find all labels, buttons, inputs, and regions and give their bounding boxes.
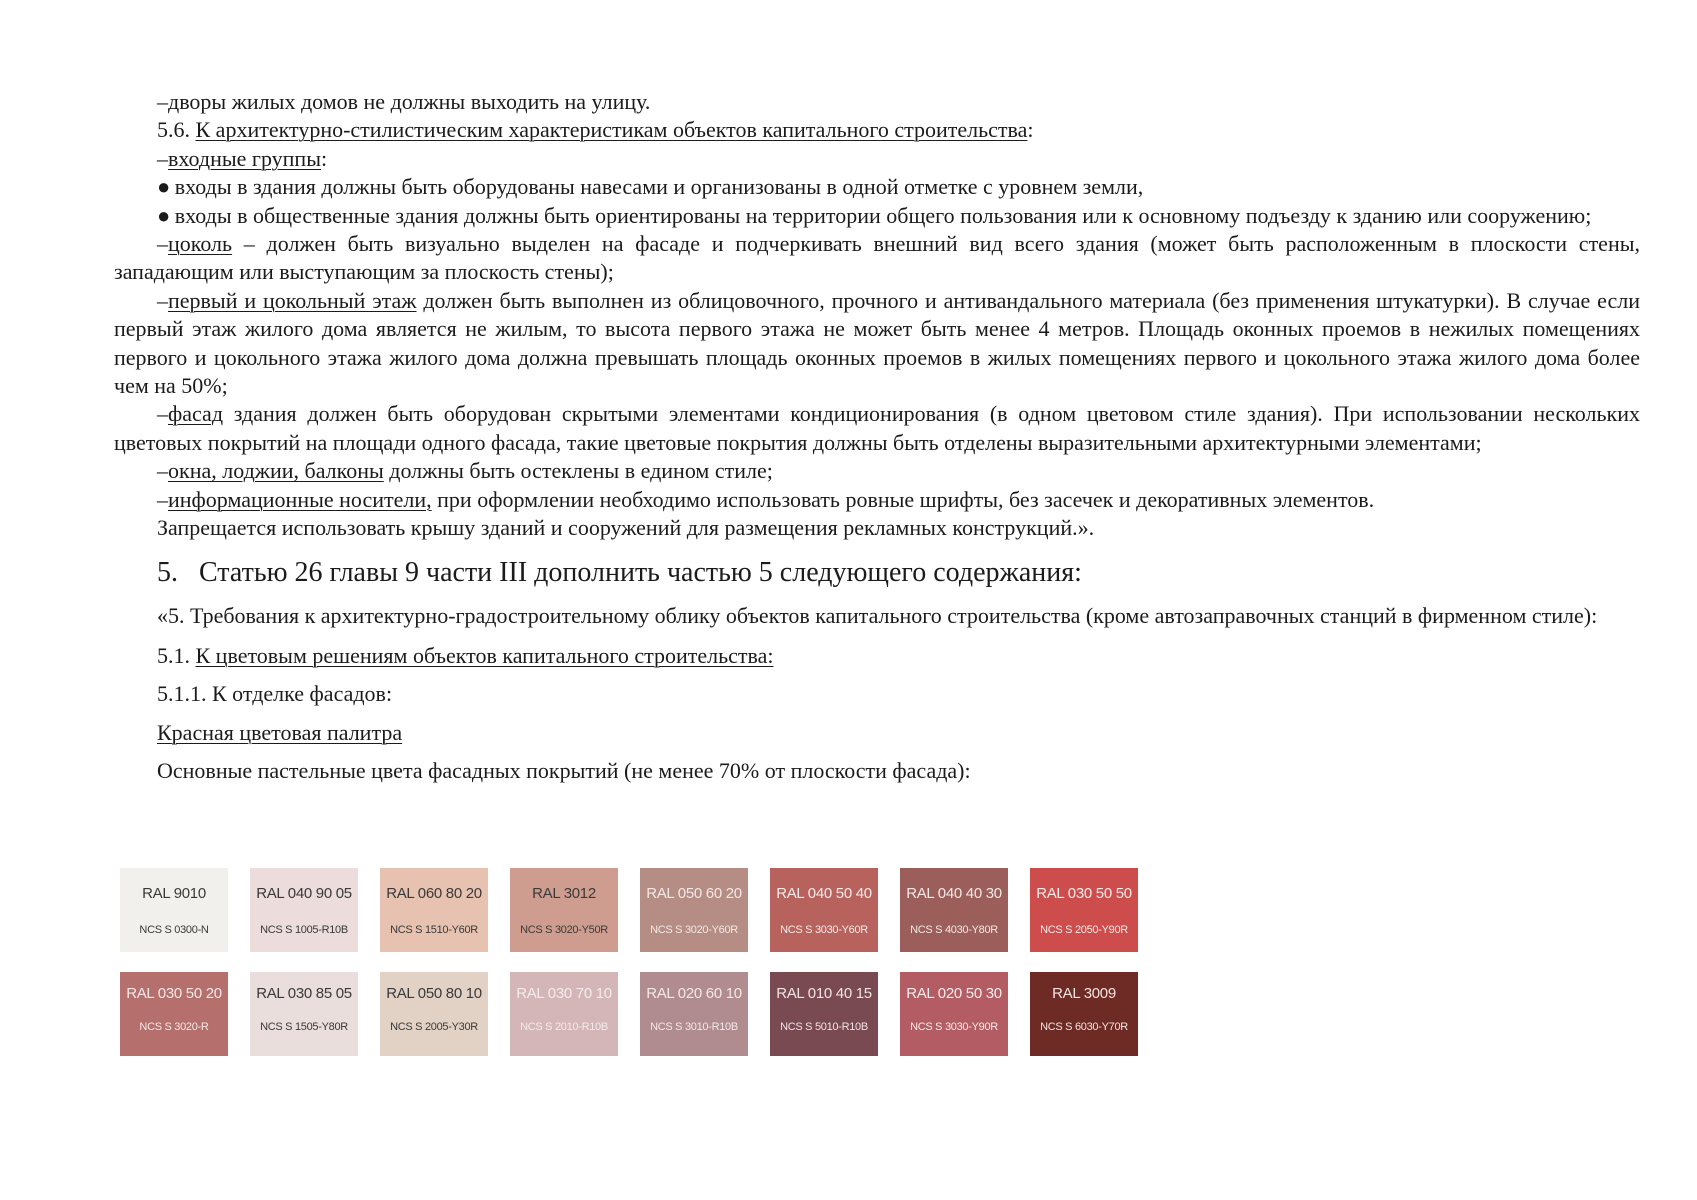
ncs-code: NCS S 6030-Y70R bbox=[1040, 1021, 1128, 1033]
clause-number: 5.6. bbox=[157, 117, 196, 143]
color-swatch bbox=[120, 868, 228, 952]
section-heading bbox=[157, 556, 1640, 590]
dash: – bbox=[157, 401, 168, 427]
ral-code: RAL 030 50 50 bbox=[1036, 885, 1132, 902]
ral-code: RAL 030 70 10 bbox=[516, 985, 612, 1002]
item-term: цоколь bbox=[168, 231, 233, 257]
dash: – bbox=[157, 231, 168, 257]
item-windows bbox=[114, 457, 1640, 485]
color-swatch bbox=[380, 868, 488, 952]
color-swatch bbox=[120, 972, 228, 1056]
paragraph-requirements: «5. Требования к архитектурно-градостроительному облику объектов капитального строительства (кроме автозаправочных станций в фирменном стиле): bbox=[157, 602, 1598, 628]
ncs-code: NCS S 0300-N bbox=[139, 924, 209, 936]
ral-code: RAL 040 90 05 bbox=[256, 885, 352, 902]
ral-code: RAL 3012 bbox=[532, 885, 596, 902]
paragraph-roof: Запрещается использовать крышу зданий и сооружений для размещения рекламных конструкций.». bbox=[157, 515, 1095, 541]
item-text: здания должен быть оборудован скрытыми элементами кондиционирования (в одном цветовом стиле здания). При использовании нескольких цветовых покрытий на площади одного фасада, такие цветовые покрытия должны быть отделены выразительными архитектурными элементами; bbox=[114, 401, 1640, 455]
palette-title-text: Красная цветовая палитра bbox=[157, 719, 403, 745]
ral-code: RAL 040 40 30 bbox=[906, 885, 1002, 902]
color-swatch bbox=[900, 868, 1008, 952]
ral-code: RAL 3009 bbox=[1052, 985, 1116, 1002]
ncs-code: NCS S 3020-Y60R bbox=[650, 924, 738, 936]
dash: – bbox=[157, 287, 168, 313]
item-entrance-groups bbox=[114, 145, 1640, 173]
ncs-code: NCS S 2050-Y90R bbox=[1040, 924, 1128, 936]
palette-description: Основные пастельные цвета фасадных покрытий (не менее 70% от плоскости фасада): bbox=[157, 758, 971, 784]
ral-code: RAL 060 80 20 bbox=[386, 885, 482, 902]
ral-code: RAL 020 50 30 bbox=[906, 985, 1002, 1002]
color-swatch bbox=[770, 972, 878, 1056]
bullet-text: входы в здания должны быть оборудованы навесами и организованы в одной отметке с уровнем земли, bbox=[174, 174, 1144, 200]
bullet-icon: ● bbox=[157, 174, 175, 200]
ncs-code: NCS S 3010-R10B bbox=[650, 1021, 738, 1033]
color-swatch bbox=[510, 868, 618, 952]
ral-code: RAL 010 40 15 bbox=[776, 985, 872, 1002]
color-swatch bbox=[250, 868, 358, 952]
heading-number: 5. bbox=[157, 556, 178, 588]
palette-title bbox=[114, 719, 1640, 747]
item-text: – должен быть визуально выделен на фасаде и подчеркивать внешний вид всего здания (может быть расположенным в плоскости стены, западающим или выступающим за плоскость стены); bbox=[114, 231, 1640, 285]
clause-colon: : bbox=[1027, 117, 1034, 143]
color-swatch bbox=[1030, 868, 1138, 952]
bullet-text: входы в общественные здания должны быть ориентированы на территории общего пользования или к основному подъезду к зданию или сооружению; bbox=[174, 202, 1592, 228]
item-colon: : bbox=[321, 145, 328, 171]
ncs-code: NCS S 1005-R10B bbox=[260, 924, 348, 936]
bullet-public-entrances bbox=[114, 202, 1640, 230]
paragraph-5-1 bbox=[114, 642, 1640, 670]
ncs-code: NCS S 3030-Y90R bbox=[910, 1021, 998, 1033]
dash: – bbox=[157, 458, 168, 484]
item-info-carriers bbox=[114, 486, 1640, 514]
item-text: должны быть остеклены в едином стиле; bbox=[383, 458, 773, 484]
ncs-code: NCS S 3030-Y60R bbox=[780, 924, 868, 936]
color-swatch bbox=[640, 868, 748, 952]
ncs-code: NCS S 4030-Y80R bbox=[910, 924, 998, 936]
ncs-code: NCS S 5010-R10B bbox=[780, 1021, 868, 1033]
item-term: информационные носители, bbox=[168, 486, 432, 512]
ral-code: RAL 050 60 20 bbox=[646, 885, 742, 902]
ncs-code: NCS S 2010-R10B bbox=[520, 1021, 608, 1033]
heading-text: Статью 26 главы 9 части III дополнить частью 5 следующего содержания: bbox=[199, 556, 1082, 588]
item-term: первый и цокольный этаж bbox=[168, 287, 417, 313]
clause-title: К цветовым решениям объектов капитального строительства: bbox=[195, 642, 774, 668]
item-term: входные группы bbox=[168, 145, 321, 171]
ncs-code: NCS S 3020-R bbox=[139, 1021, 209, 1033]
color-swatch bbox=[250, 972, 358, 1056]
bullet-icon: ● bbox=[157, 202, 175, 228]
color-swatch bbox=[640, 972, 748, 1056]
bullet-entrances bbox=[114, 173, 1640, 201]
color-swatch bbox=[380, 972, 488, 1056]
item-first-floor bbox=[114, 287, 1640, 401]
document-body bbox=[114, 88, 1640, 786]
item-term: окна, лоджии, балконы bbox=[168, 458, 384, 484]
dash: – bbox=[157, 486, 168, 512]
ncs-code: NCS S 3020-Y50R bbox=[520, 924, 608, 936]
paragraph-5-6 bbox=[114, 116, 1640, 144]
item-plinth bbox=[114, 230, 1640, 287]
color-swatch bbox=[900, 972, 1008, 1056]
ral-code: RAL 040 50 40 bbox=[776, 885, 872, 902]
ral-code: RAL 030 50 20 bbox=[126, 985, 222, 1002]
ncs-code: NCS S 1505-Y80R bbox=[260, 1021, 348, 1033]
clause-number: 5.1. bbox=[157, 642, 196, 668]
paragraph-5-1-1: 5.1.1. К отделке фасадов: bbox=[157, 681, 393, 707]
ral-code: RAL 030 85 05 bbox=[256, 985, 352, 1002]
color-swatch bbox=[510, 972, 618, 1056]
color-swatch bbox=[770, 868, 878, 952]
clause-title: К архитектурно-стилистическим характеристикам объектов капитального строительства bbox=[195, 117, 1028, 143]
ncs-code: NCS S 1510-Y60R bbox=[390, 924, 478, 936]
ncs-code: NCS S 2005-Y30R bbox=[390, 1021, 478, 1033]
item-term: фасад bbox=[168, 401, 224, 427]
item-text: при оформлении необходимо использовать ровные шрифты, без засечек и декоративных элементов. bbox=[431, 486, 1375, 512]
ral-code: RAL 050 80 10 bbox=[386, 985, 482, 1002]
color-swatch bbox=[1030, 972, 1138, 1056]
item-text: должен быть выполнен из облицовочного, прочного и антивандального материала (без применения штукатурки). В случае если первый этаж жилого дома является не жилым, то высота первого этажа не может быть менее 4 метров. Площадь оконных проемов в нежилых помещениях первого и цокольного этажа жилого дома должна превышать площадь оконных проемов в жилых помещениях первого и цокольного этажа жилого дома более чем на 50%; bbox=[114, 287, 1640, 399]
paragraph-courtyards: –дворы жилых домов не должны выходить на улицу. bbox=[157, 89, 651, 114]
dash: – bbox=[157, 145, 168, 171]
item-facade bbox=[114, 400, 1640, 457]
color-swatch-grid bbox=[120, 868, 1140, 1068]
ral-code: RAL 9010 bbox=[142, 885, 206, 902]
ral-code: RAL 020 60 10 bbox=[646, 985, 742, 1002]
